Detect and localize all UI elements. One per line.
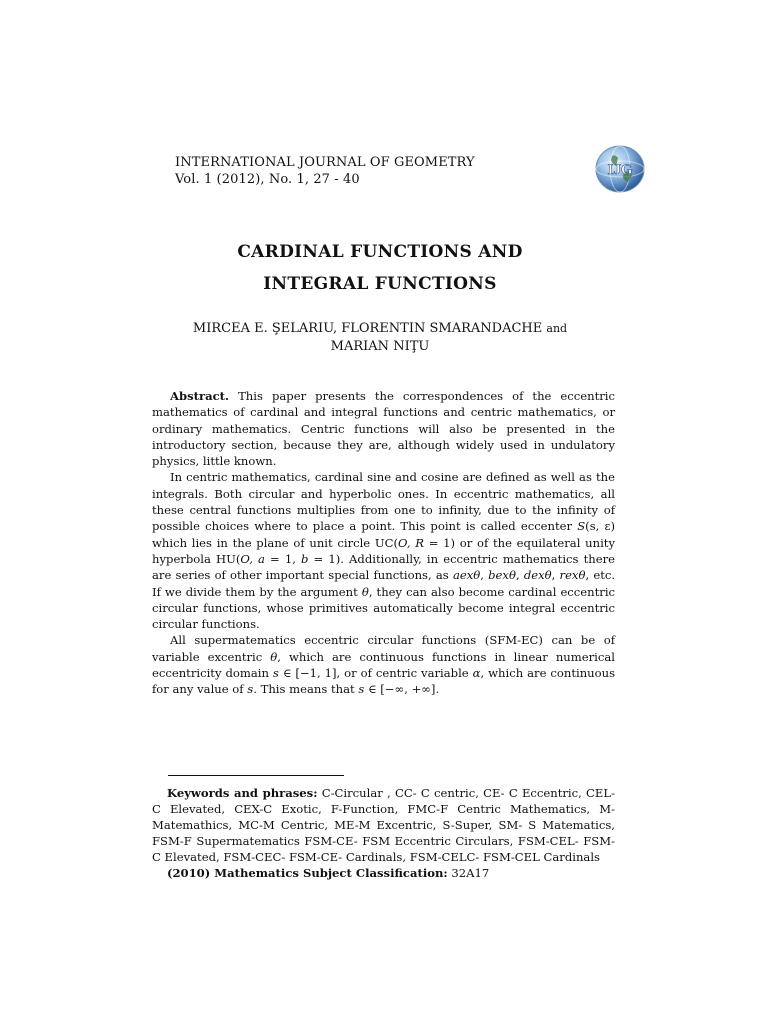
- title-line-2: INTEGRAL FUNCTIONS: [263, 274, 497, 294]
- msc-classification: [152, 865, 615, 881]
- abstract-text-2h: , they can also become cardinal eccentric circular functions, whose primitives automatically become integral eccentric circular functions.: [152, 584, 616, 632]
- s-var-2: s: [247, 682, 254, 697]
- abstract-text-3e: . This means that: [253, 682, 355, 697]
- keywords: [152, 785, 615, 865]
- msc-label: (2010) Mathematics Subject Classification:: [167, 866, 448, 880]
- keywords-text: C-Circular , CC- C centric, CE- C Eccentric, CEL-C Elevated, CEX-C Exotic, F-Function, FMC-F Centric Mathematics, M- Matemathics, MC-M Centric, ME-M Excentric, S-Super, SM- S Matematics, FSM-F Supermatematics FSM-CE- FSM Eccentric Circulars, FSM-CEL- FSM-C Elevated, FSM-CEC- FSM-CE- Cardinals, FSM-CELC- FSM-CEL Cardinals: [152, 786, 615, 864]
- eccenter-args: (s, ε): [585, 519, 615, 534]
- abstract-text-2g: etc. If we divide them by the argument: [152, 568, 616, 599]
- abstract-paragraph-2: In centric mathematics, cardinal sine and cosine are defined as well as the integrals. Both circular and hyperbolic ones. In eccentric mathematics, all these central functions multiplies from one to infinity, due to the infinity of possible choices where to place a point. This point is called eccenter S(s, ε) which lies in the plane of unit circle UC(O, R = 1) or of the equilateral unity hyperbola HU(O, a = 1, b = 1). Additionally, in eccentric mathematics there are series of other important special functions, as aexθ, bexθ, dexθ, rexθ, etc. If we divide them by the argument θ, they can also become cardinal eccentric circular functions, whose primitives automatically become integral eccentric circular functions.: [152, 470, 616, 632]
- func-dex: dexθ: [523, 568, 552, 583]
- eccenter-symbol: S: [577, 519, 586, 534]
- abstract-text-2e: = 1). Additionally, in eccentric mathematics there are series of other important special functions, as: [152, 551, 615, 583]
- theta-symbol-2: θ: [270, 649, 278, 664]
- alpha-symbol: α: [472, 666, 481, 681]
- msc-value: 32A17: [451, 866, 490, 880]
- abstract-text-2a: In centric mathematics, cardinal sine and cosine are defined as well as the integrals. Both circular and hyperbolic ones. In eccentric mathematics, all these central functions multiplies from one to infinity, due to the infinity of possible choices where to place a point. This point is called eccenter: [152, 470, 615, 534]
- authors: [0, 320, 760, 356]
- abstract-text-2c: = 1) or of the equilateral unity hyperbola HU(: [152, 535, 615, 566]
- authors-line-1: [0, 320, 760, 338]
- abstract-text-3d: , which are continuous for any value of: [152, 666, 616, 697]
- authors-names-1: MIRCEA E. ŞELARIU, FLORENTIN SMARANDACHE: [192, 321, 543, 336]
- abstract: [152, 388, 615, 698]
- abstract-text-3c: ∈ [−1, 1], or of centric variable: [282, 666, 469, 681]
- authors-and: and: [546, 322, 568, 335]
- abstract-text-1: This paper presents the correspondences of the eccentric mathematics of cardinal and integral functions and centric mathematics, or ordinary mathematics. Centric functions will also be presented in the introductory section, because they are, although widely used in undulatory physics, little known.: [152, 389, 615, 469]
- func-rex: rexθ: [559, 568, 586, 583]
- svg-text:IJG: IJG: [607, 162, 633, 178]
- theta-symbol: θ: [361, 584, 369, 599]
- abstract-text-3f: ∈ [−∞, +∞].: [368, 682, 440, 697]
- abstract-text-3a: All supermatematics eccentric circular functions (SFM-EC) can be of variable excentric: [152, 633, 615, 664]
- authors-line-2: MARIAN NIŢU: [330, 339, 430, 354]
- func-bex: bexθ: [488, 568, 516, 583]
- abstract-text-2b: which lies in the plane of unit circle UC(: [152, 535, 399, 550]
- func-aex: aexθ: [452, 568, 481, 583]
- journal-header: [175, 154, 475, 188]
- s-var-3: s: [358, 682, 365, 697]
- journal-name: INTERNATIONAL JOURNAL OF GEOMETRY: [175, 155, 475, 170]
- abstract-text-2d: = 1,: [270, 551, 296, 566]
- circle-vars: O, R: [398, 535, 424, 550]
- footnote-divider: [168, 775, 344, 776]
- abstract-text-3b: , which are continuous functions in linear numerical eccentricity domain: [152, 649, 615, 681]
- footnotes: [152, 785, 615, 881]
- abstract-paragraph-1: [152, 388, 615, 469]
- hyperbola-b: b: [301, 551, 309, 566]
- journal-logo-icon: [592, 142, 648, 194]
- s-var-1: s: [272, 666, 279, 681]
- paper-title: [0, 236, 768, 300]
- hyperbola-vars: O, a: [240, 551, 265, 566]
- keywords-label: Keywords and phrases:: [167, 786, 318, 800]
- abstract-paragraph-3: [152, 632, 615, 697]
- journal-volume: Vol. 1 (2012), No. 1, 27 - 40: [175, 172, 360, 187]
- abstract-label: Abstract.: [170, 389, 230, 403]
- title-line-1: CARDINAL FUNCTIONS AND: [237, 242, 523, 262]
